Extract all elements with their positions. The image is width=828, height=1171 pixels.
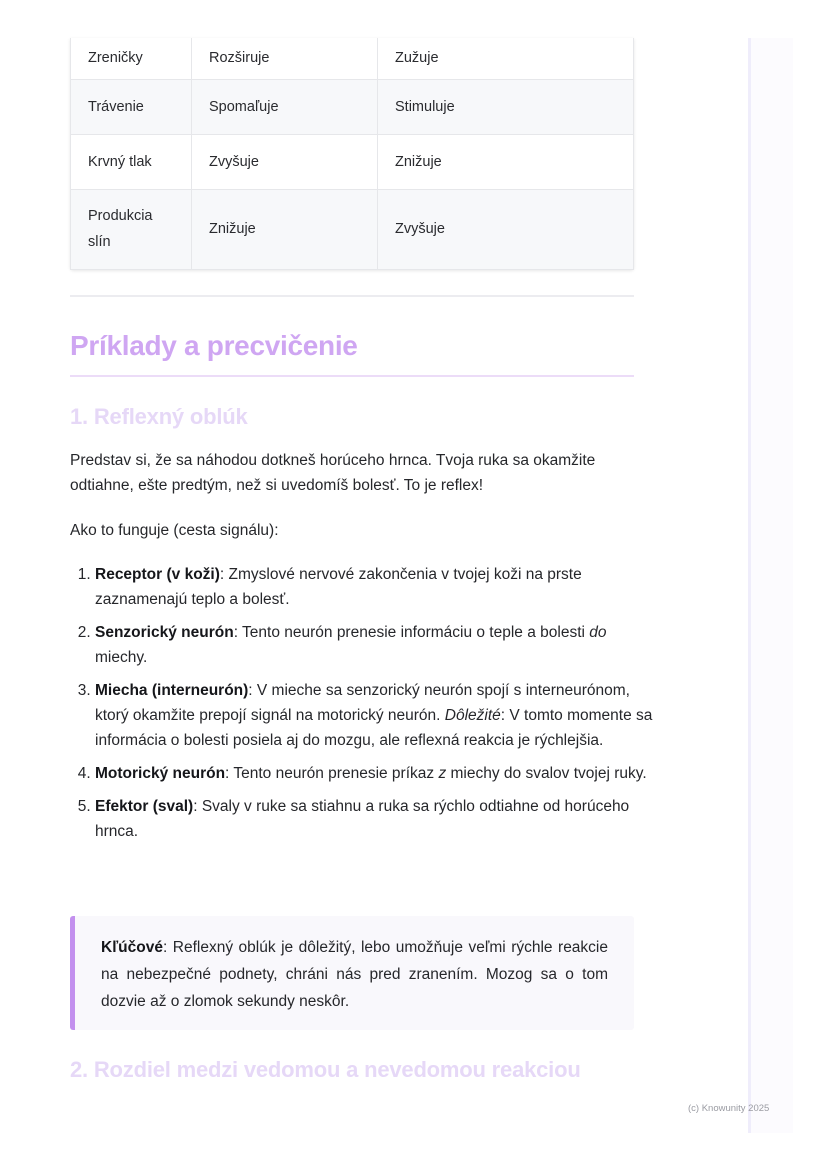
table-cell: Zužuje xyxy=(378,38,634,79)
list-item: 4. Motorický neurón: Tento neurón prenesie príkaz z miechy do svalov tvojej ruky. xyxy=(95,761,661,786)
table-cell: Produkcia slín xyxy=(71,189,192,269)
table-cell: Znižuje xyxy=(378,134,634,189)
comparison-table xyxy=(70,38,634,270)
side-panel-strip xyxy=(748,38,793,1133)
table-cell: Znižuje xyxy=(192,189,378,269)
intro-paragraph: Predstav si, že sa náhodou dotkneš horúceho hrnca. Tvoja ruka sa okamžite odtiahne, ešte predtým, než si uvedomíš bolesť. To je reflex! xyxy=(70,452,596,494)
table-row xyxy=(71,189,634,269)
section-divider xyxy=(70,295,634,297)
table-cell: Zvyšuje xyxy=(192,134,378,189)
subsection-heading-reflex-arc: 1. Reflexný oblúk xyxy=(70,404,248,429)
copyright-footer: (c) Knowunity 2025 xyxy=(688,1103,770,1114)
table-row xyxy=(71,38,634,79)
key-callout: Kľúčové: Reflexný oblúk je dôležitý, lebo umožňuje veľmi rýchle reakcie na nebezpečné podnety, chráni nás pred zranením. Mozog sa o tom dozvie až o zlomok sekundy neskôr. xyxy=(70,916,634,1030)
list-item: 5. Efektor (sval): Svaly v ruke sa stiahnu a ruka sa rýchlo odtiahne od horúceho hrnca. xyxy=(95,794,661,844)
table-cell: Zvyšuje xyxy=(378,189,634,269)
lead-paragraph: Ako to funguje (cesta signálu): xyxy=(70,522,279,539)
table-cell: Stimuluje xyxy=(378,79,634,134)
table-cell: Spomaľuje xyxy=(192,79,378,134)
list-item: 2. Senzorický neurón: Tento neurón prenesie informáciu o teple a bolesti do miechy. xyxy=(95,620,661,670)
table-cell: Krvný tlak xyxy=(71,134,192,189)
table-cell: Trávenie xyxy=(71,79,192,134)
signal-path-list xyxy=(70,562,661,852)
subsection-heading-conscious-vs-unconscious: 2. Rozdiel medzi vedomou a nevedomou reakciou xyxy=(70,1057,581,1082)
table-cell: Rozširuje xyxy=(192,38,378,79)
heading-underline xyxy=(70,375,634,377)
table-row xyxy=(71,134,634,189)
list-item: 1. Receptor (v koži): Zmyslové nervové zakončenia v tvojej koži na prste zaznamenajú teplo a bolesť. xyxy=(95,562,661,612)
list-item: 3. Miecha (interneurón): V mieche sa senzorický neurón spojí s interneurónom, ktorý okamžite prepojí signál na motorický neurón. Dôležité: V tomto momente sa informácia o bolesti posiela aj do mozgu, ale reflexná reakcia je rýchlejšia. xyxy=(95,678,661,753)
table-cell: Zreničky xyxy=(71,38,192,79)
table-row xyxy=(71,79,634,134)
section-heading: Príklady a precvičenie xyxy=(70,330,358,361)
